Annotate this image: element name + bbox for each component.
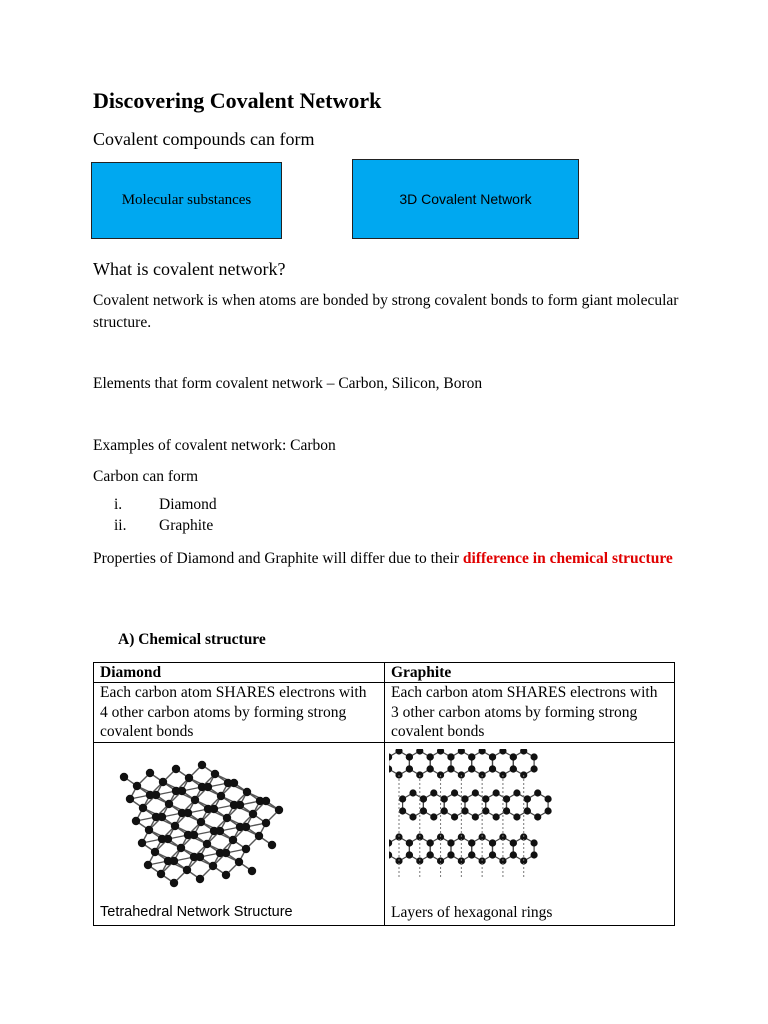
carbon-atom <box>184 808 192 816</box>
molecular-substances-box <box>91 162 282 239</box>
carbon-atom <box>489 839 496 846</box>
carbon-atom <box>399 807 406 814</box>
carbon-atom <box>441 807 448 814</box>
carbon-atom <box>170 856 178 864</box>
carbon-atom <box>211 769 219 777</box>
carbon-atom <box>503 807 510 814</box>
table-header-graphite: Graphite <box>385 663 675 683</box>
hexagon-ring <box>389 751 409 775</box>
diamond-description: Each carbon atom SHARES electrons with 4 other carbon atoms by forming strong covalent bonds <box>94 683 385 743</box>
definition-paragraph: Covalent network is when atoms are bonded by strong covalent bonds to form giant molecular structure. <box>93 292 679 331</box>
carbon-atom <box>158 812 166 820</box>
carbon-atom <box>544 795 551 802</box>
carbon-atom <box>524 795 531 802</box>
carbon-atom <box>513 813 520 820</box>
carbon-atom <box>493 789 500 796</box>
examples-line: Examples of covalent network: Carbon <box>93 437 336 454</box>
carbon-atom <box>126 794 134 802</box>
carbon-atom <box>513 789 520 796</box>
carbon-atom <box>209 861 217 869</box>
molecular-substances-label: Molecular substances <box>121 192 252 208</box>
carbon-atom <box>229 835 237 843</box>
carbon-atom <box>437 749 444 755</box>
carbon-atom <box>389 765 392 772</box>
carbon-atom <box>389 839 392 846</box>
carbon-atom <box>489 753 496 760</box>
carbon-atom <box>510 765 517 772</box>
carbon-atom <box>461 807 468 814</box>
carbon-can-form-line: Carbon can form <box>93 468 199 485</box>
carbon-atom <box>472 789 479 796</box>
carbon-atom <box>243 787 251 795</box>
carbon-atom <box>524 807 531 814</box>
hexagon-ring <box>409 751 430 775</box>
question-heading: What is covalent network? <box>93 259 286 279</box>
carbon-atom <box>406 851 413 858</box>
section-heading: A) Chemical structure <box>118 631 266 648</box>
hexagon-ring <box>444 793 465 817</box>
elements-line: Elements that form covalent network – Carbon, Silicon, Boron <box>93 375 483 392</box>
hexagon-ring <box>423 793 444 817</box>
carbon-atom <box>146 768 154 776</box>
carbon-atom <box>171 821 179 829</box>
carbon-atom <box>503 795 510 802</box>
graphite-structure-image <box>389 749 579 889</box>
carbon-atom <box>399 795 406 802</box>
diamond-image-cell <box>94 742 385 925</box>
carbon-atom <box>520 749 527 755</box>
carbon-atom <box>159 777 167 785</box>
carbon-atom <box>178 786 186 794</box>
carbon-atom <box>170 878 178 886</box>
carbon-atom <box>210 804 218 812</box>
covalent-network-box <box>352 159 579 239</box>
carbon-atom <box>427 765 434 772</box>
list-item <box>114 496 314 516</box>
carbon-atom <box>447 765 454 772</box>
intro-line: Covalent compounds can form <box>93 129 315 149</box>
carbon-atom <box>216 826 224 834</box>
carbon-atom <box>451 813 458 820</box>
carbon-atom <box>185 773 193 781</box>
carbon-atom <box>427 839 434 846</box>
carbon-atom <box>236 800 244 808</box>
carbon-atom <box>248 866 256 874</box>
carbon-atom <box>427 851 434 858</box>
properties-paragraph <box>93 548 693 570</box>
list-item-text: Graphite <box>159 517 214 534</box>
carbon-atom <box>249 809 257 817</box>
carbon-atom <box>468 851 475 858</box>
carbon-atom <box>430 813 437 820</box>
carbon-atom <box>177 843 185 851</box>
carbon-atom <box>196 852 204 860</box>
carbon-atom <box>420 807 427 814</box>
carbon-atom <box>172 764 180 772</box>
carbon-atom <box>489 851 496 858</box>
carbon-atom <box>164 834 172 842</box>
carbon-atom <box>482 807 489 814</box>
carbon-atom <box>120 772 128 780</box>
carbon-atom <box>138 838 146 846</box>
carbon-atom <box>268 840 276 848</box>
carbon-atom <box>544 807 551 814</box>
carbon-atom <box>489 765 496 772</box>
list-item-number: ii. <box>114 517 127 534</box>
list-item <box>114 517 314 537</box>
covalent-network-label: 3D Covalent Network <box>399 191 532 207</box>
carbon-atom <box>451 789 458 796</box>
carbon-atom <box>420 795 427 802</box>
graphite-description: Each carbon atom SHARES electrons with 3 other carbon atoms by forming strong covalent bonds <box>385 683 675 743</box>
carbon-atom <box>430 789 437 796</box>
carbon-atom <box>406 765 413 772</box>
carbon-atom <box>493 813 500 820</box>
carbon-atom <box>152 790 160 798</box>
carbon-atom <box>530 753 537 760</box>
carbon-atom <box>534 789 541 796</box>
carbon-atom <box>406 753 413 760</box>
carbon-atom <box>389 851 392 858</box>
carbon-atom <box>255 831 263 839</box>
carbon-atom <box>406 839 413 846</box>
carbon-atom <box>427 753 434 760</box>
graphite-image-cell <box>385 742 675 925</box>
carbon-atom <box>510 753 517 760</box>
diamond-caption: Tetrahedral Network Structure <box>100 904 293 920</box>
hexagon-ring <box>472 751 493 775</box>
carbon-atom <box>223 813 231 821</box>
hexagon-ring <box>430 751 451 775</box>
carbon-atom <box>132 816 140 824</box>
carbon-atom <box>530 765 537 772</box>
carbon-atom <box>183 865 191 873</box>
table-header-diamond: Diamond <box>94 663 385 683</box>
carbon-atom <box>409 813 416 820</box>
graphite-caption: Layers of hexagonal rings <box>391 904 553 921</box>
carbon-atom <box>197 817 205 825</box>
hexagon-ring <box>493 751 514 775</box>
carbon-atom <box>262 818 270 826</box>
carbon-atom <box>203 839 211 847</box>
carbon-atom <box>222 870 230 878</box>
carbon-atom <box>447 839 454 846</box>
carbon-atom <box>217 791 225 799</box>
structure-table <box>93 662 675 926</box>
carbon-atom <box>499 749 506 755</box>
carbon-atom <box>145 825 153 833</box>
carbon-atom <box>510 851 517 858</box>
carbon-atom <box>389 753 392 760</box>
carbon-atom <box>534 813 541 820</box>
carbon-atom <box>409 789 416 796</box>
carbon-atom <box>447 753 454 760</box>
carbon-atom <box>151 847 159 855</box>
carbon-atom <box>222 848 230 856</box>
carbon-atom <box>242 822 250 830</box>
carbon-atom <box>530 839 537 846</box>
carbon-atom <box>275 805 283 813</box>
carbon-atom <box>530 851 537 858</box>
carbon-atom <box>472 813 479 820</box>
page-title: Discovering Covalent Network <box>93 88 382 113</box>
properties-highlight: difference in chemical structure <box>462 550 673 567</box>
carbon-atom <box>230 778 238 786</box>
properties-prefix: Properties of Diamond and Graphite will differ due to their <box>93 550 463 567</box>
carbon-atom <box>416 749 423 755</box>
carbon-atom <box>133 781 141 789</box>
carbon-atom <box>461 795 468 802</box>
list-item-number: i. <box>114 496 123 513</box>
carbon-atom <box>479 749 486 755</box>
carbon-atom <box>235 857 243 865</box>
carbon-atom <box>468 839 475 846</box>
list-item-text: Diamond <box>159 496 217 513</box>
carbon-atom <box>510 839 517 846</box>
carbon-atom <box>198 760 206 768</box>
carbon-atom <box>458 749 465 755</box>
carbon-atom <box>468 753 475 760</box>
diamond-structure-image <box>96 747 296 897</box>
carbon-atom <box>191 795 199 803</box>
carbon-atom <box>262 796 270 804</box>
carbon-atom <box>196 874 204 882</box>
carbon-atom <box>190 830 198 838</box>
carbon-atom <box>468 765 475 772</box>
carbon-atom <box>242 844 250 852</box>
carbon-atom <box>165 799 173 807</box>
carbon-atom <box>441 795 448 802</box>
carbon-atom <box>447 851 454 858</box>
carbon-atom <box>482 795 489 802</box>
carbon-atom <box>204 782 212 790</box>
carbon-atom <box>157 869 165 877</box>
carbon-atom <box>139 803 147 811</box>
carbon-atom <box>395 749 402 755</box>
carbon-atom <box>144 860 152 868</box>
